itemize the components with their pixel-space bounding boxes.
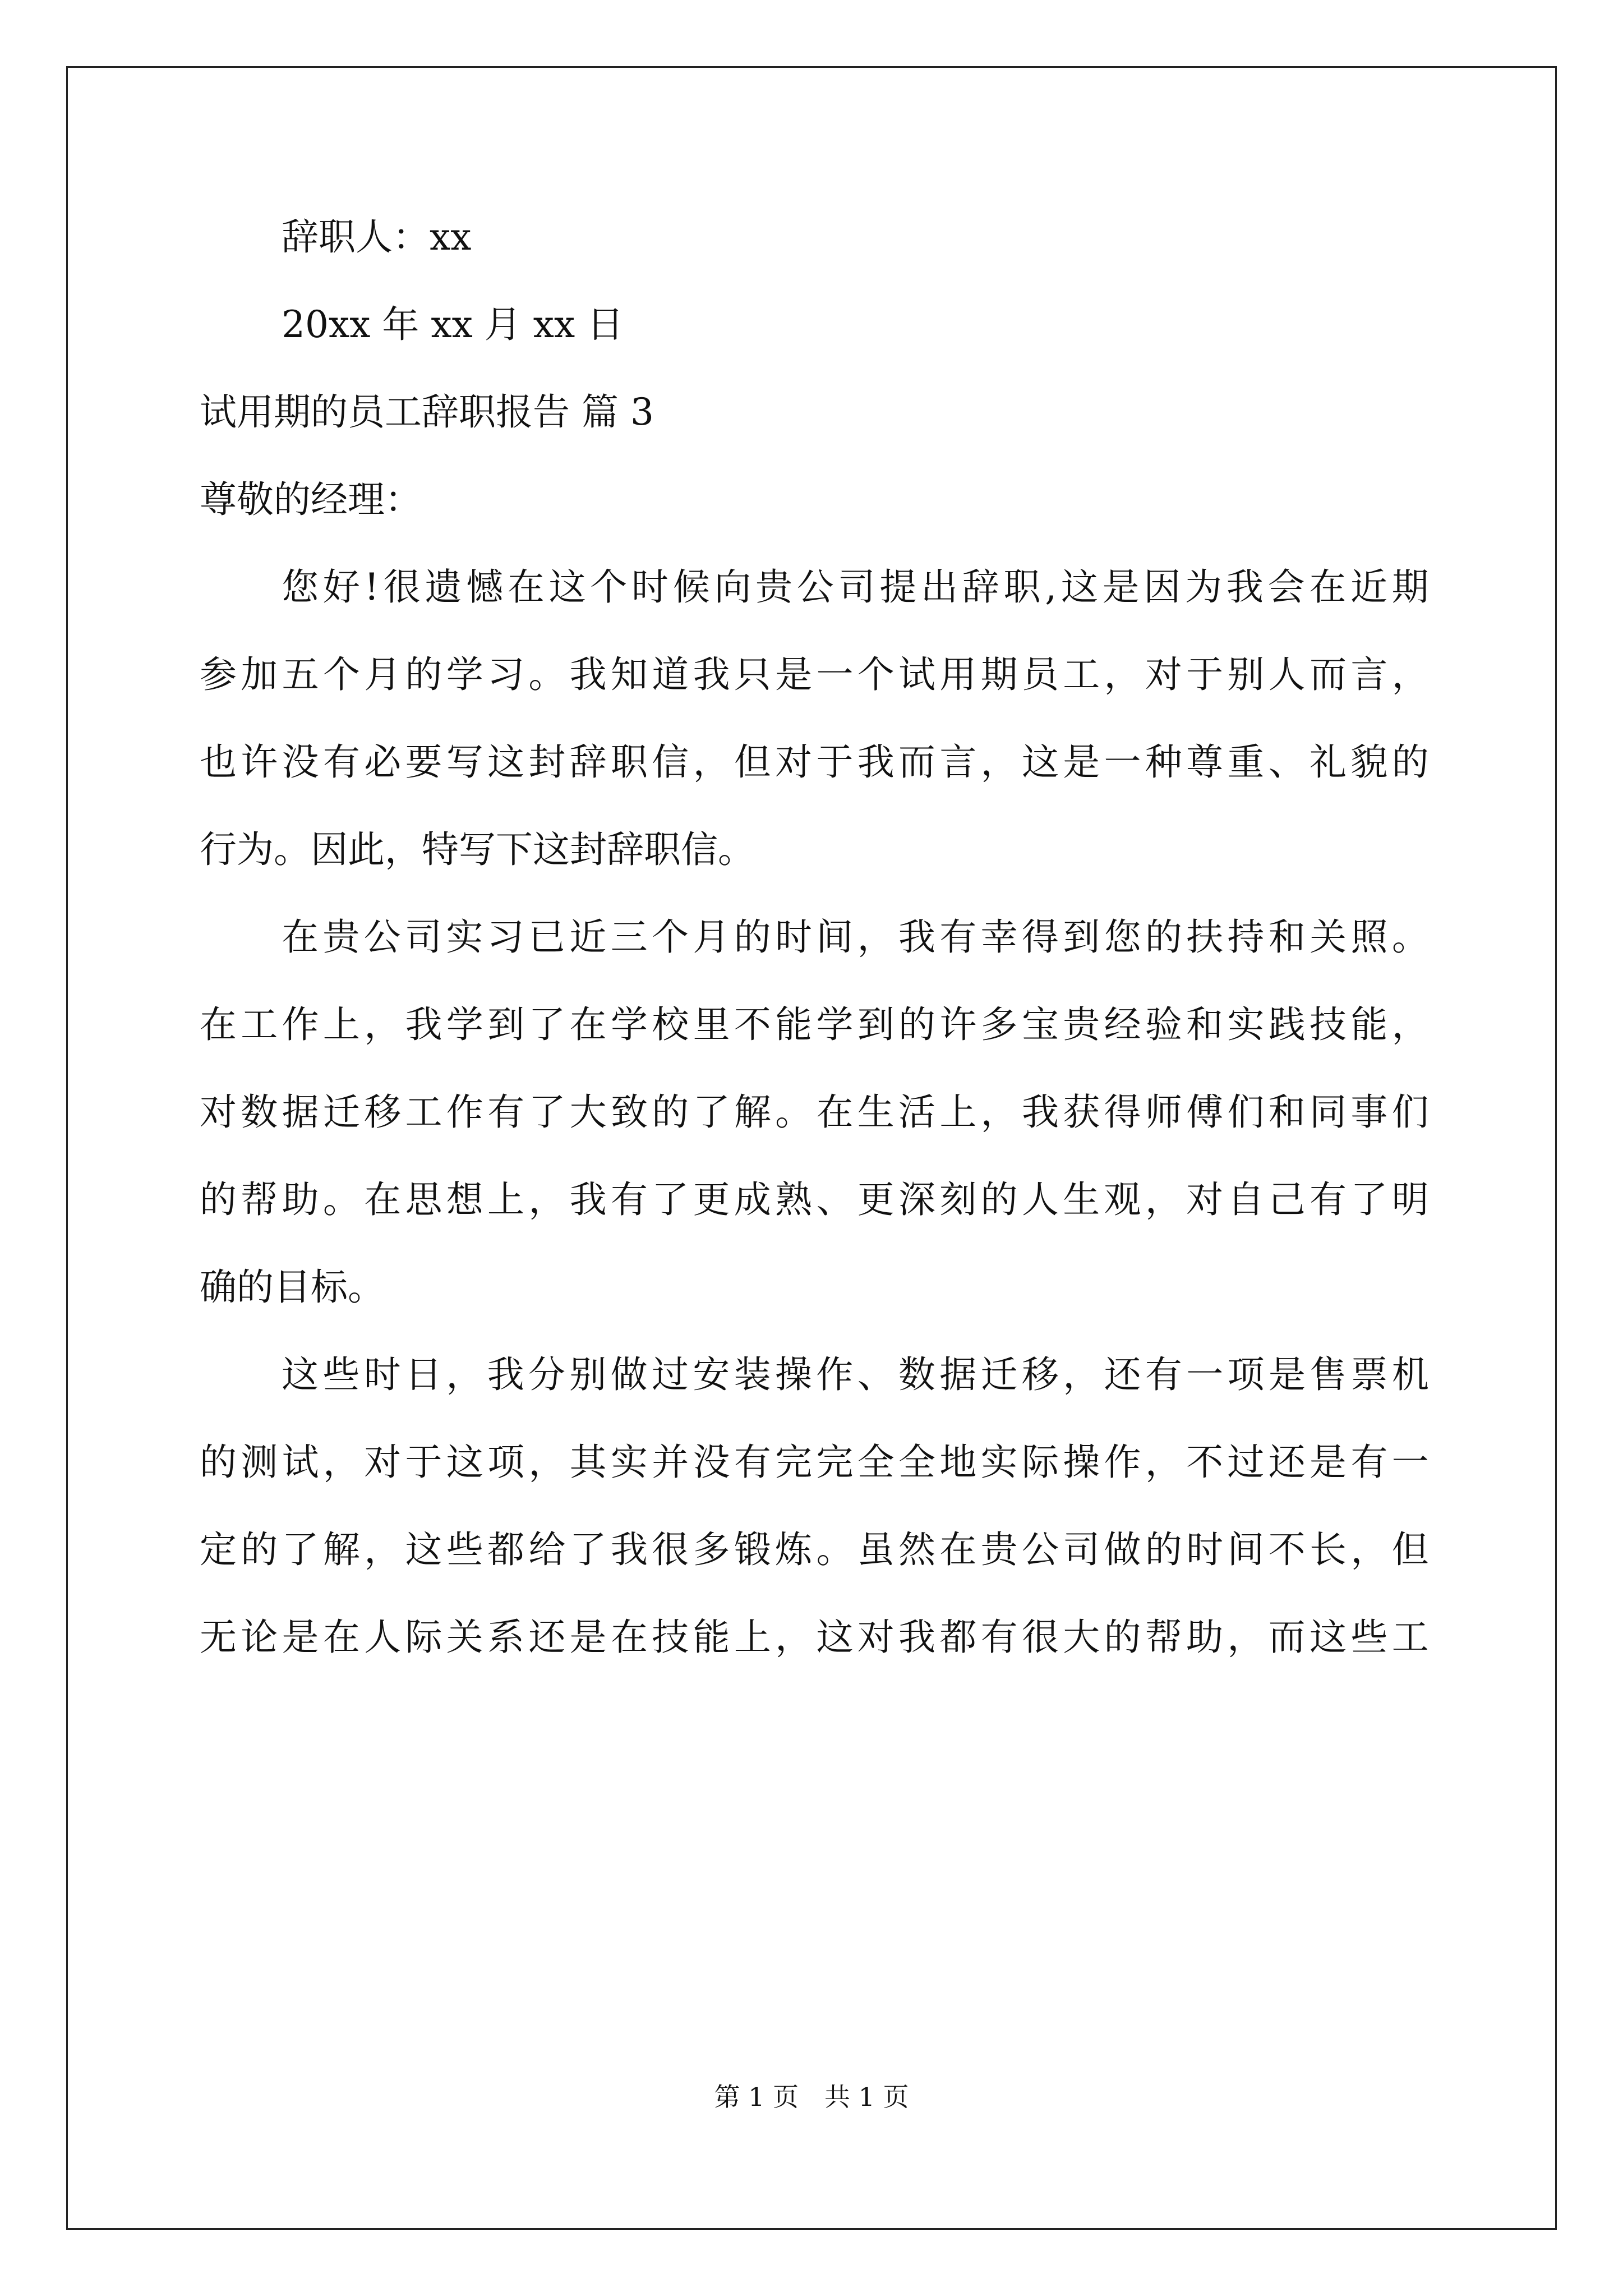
document-line: 对 数 据 迁 移 工 作 有 了 大 致 的 了 解 。 在 生 活 上 ， 我 获 得 师 傅 们 和 同 事 们 xyxy=(200,1091,1429,1134)
document-line: 行为。因此，特写下这封辞职信。 xyxy=(200,828,755,871)
document-line: 在 工 作 上 ， 我 学 到 了 在 学 校 里 不 能 学 到 的 许 多 宝 贵 经 验 和 实 践 技 能 ， xyxy=(200,1003,1429,1046)
document-line: 的 测 试 ， 对 于 这 项 ， 其 实 并 没 有 完 完 全 全 地 实 际 操 作 ， 不 过 还 是 有 一 xyxy=(200,1441,1429,1484)
document-line: 20xx 年 xx 月 xx 日 xyxy=(282,303,624,346)
document-line: 也 许 没 有 必 要 写 这 封 辞 职 信 ， 但 对 于 我 而 言 ， 这 是 一 种 尊 重 、 礼 貌 的 xyxy=(200,740,1429,784)
document-line: 尊敬的经理： xyxy=(200,478,422,521)
document-line: 确的目标。 xyxy=(200,1266,385,1309)
document-line: 的 帮 助 。 在 思 想 上 ， 我 有 了 更 成 熟 、 更 深 刻 的 人 生 观 ， 对 自 己 有 了 明 xyxy=(200,1178,1429,1221)
document-line: 试用期的员工辞职报告 篇 3 xyxy=(200,390,654,434)
document-line: 这 些 时 日 ， 我 分 别 做 过 安 装 操 作 、 数 据 迁 移 ， 还 有 一 项 是 售 票 机 xyxy=(282,1353,1429,1396)
document-line: 您 好 ! 很 遗 憾 在 这 个 时 候 向 贵 公 司 提 出 辞 职 , 这 是 因 为 我 会 在 近 期 xyxy=(282,565,1429,609)
document-line: 在 贵 公 司 实 习 已 近 三 个 月 的 时 间 ， 我 有 幸 得 到 您 的 扶 持 和 关 照 。 xyxy=(282,915,1429,959)
page-footer: 第 1 页 共 1 页 xyxy=(714,2082,909,2112)
document-line: 辞职人：xx xyxy=(282,215,472,259)
document-line: 定 的 了 解 ， 这 些 都 给 了 我 很 多 锻 炼 。 虽 然 在 贵 公 司 做 的 时 间 不 长 ， 但 xyxy=(200,1528,1429,1571)
document-line: 无 论 是 在 人 际 关 系 还 是 在 技 能 上 ， 这 对 我 都 有 很 大 的 帮 助 ， 而 这 些 工 xyxy=(200,1616,1429,1659)
document-line: 参 加 五 个 月 的 学 习 。 我 知 道 我 只 是 一 个 试 用 期 员 工 ， 对 于 别 人 而 言 ， xyxy=(200,653,1429,696)
